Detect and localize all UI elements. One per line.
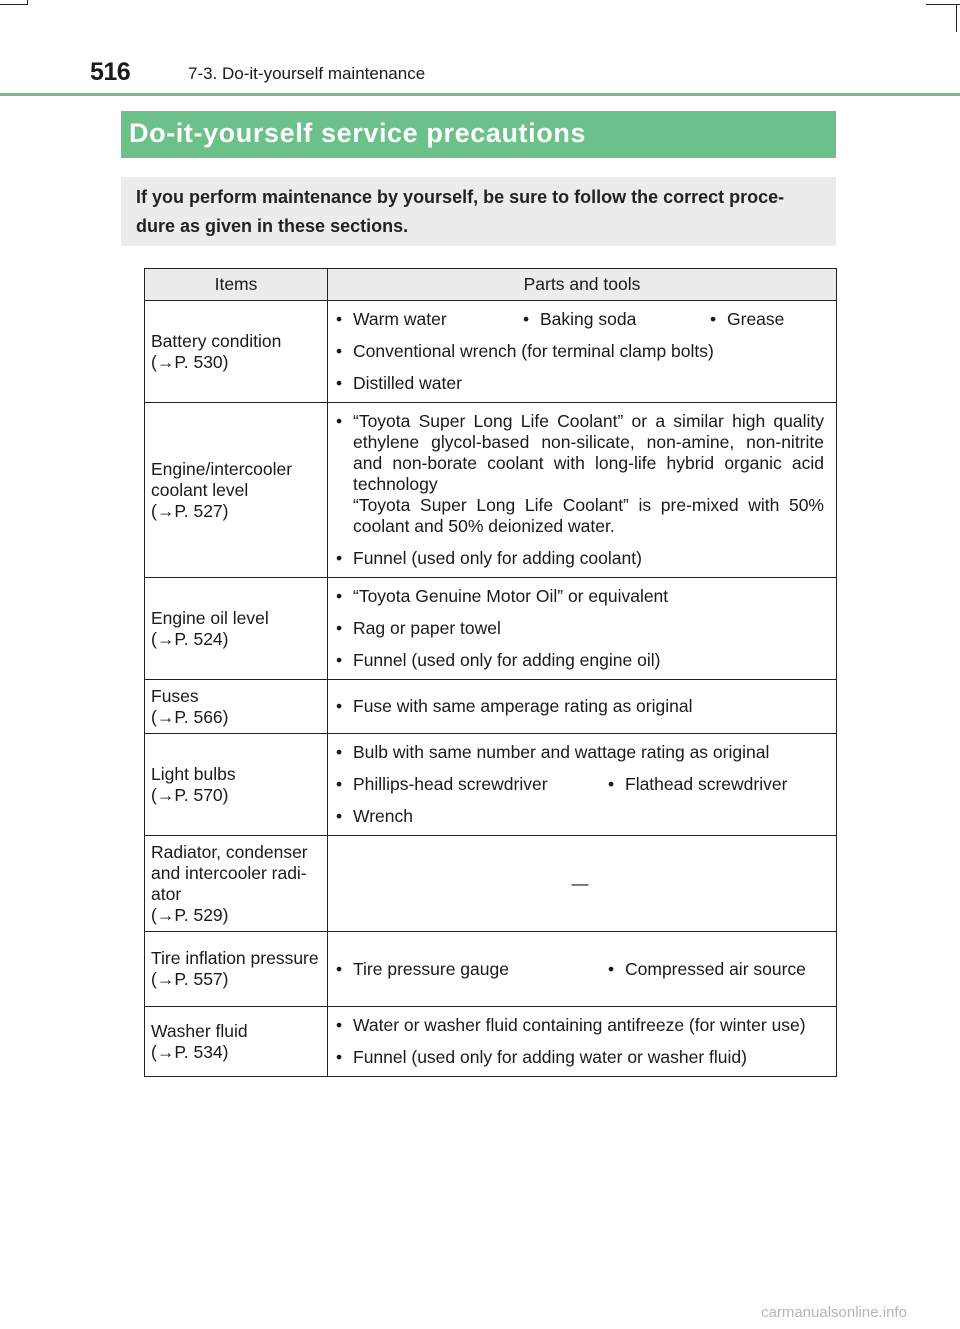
crop-mark bbox=[956, 4, 957, 32]
table-row bbox=[145, 734, 837, 836]
parts-cell bbox=[328, 932, 837, 1007]
page-reference[interactable]: (→P. 566) bbox=[151, 706, 229, 727]
list-item: • Compressed air source bbox=[608, 959, 806, 980]
item-cell bbox=[145, 1007, 328, 1077]
header-items: Items bbox=[145, 269, 328, 301]
list-item: • Bulb with same number and wattage rating as original bbox=[336, 742, 824, 763]
parts-cell bbox=[328, 1007, 837, 1077]
table-row bbox=[145, 680, 837, 734]
page-reference[interactable]: (→P. 527) bbox=[151, 500, 229, 521]
table-row bbox=[145, 301, 837, 403]
parts-cell bbox=[328, 301, 837, 403]
header-parts: Parts and tools bbox=[328, 269, 837, 301]
page-number: 516 bbox=[90, 58, 131, 86]
page-reference[interactable]: (→P. 529) bbox=[151, 904, 229, 925]
table-row bbox=[145, 1007, 837, 1077]
list-item: • “Toyota Genuine Motor Oil” or equivalent bbox=[336, 586, 824, 607]
item-cell bbox=[145, 578, 328, 680]
page-reference[interactable]: (→P. 570) bbox=[151, 784, 229, 805]
table-header-row bbox=[145, 269, 837, 301]
item-label: Engine oil level bbox=[151, 607, 269, 628]
page-reference[interactable]: (→P. 530) bbox=[151, 351, 229, 372]
table-row bbox=[145, 403, 837, 578]
item-label: Washer fluid bbox=[151, 1020, 248, 1041]
list-item: • Water or washer fluid containing antifreeze (for winter use) bbox=[336, 1015, 824, 1036]
item-cell bbox=[145, 680, 328, 734]
list-item-note: “Toyota Super Long Life Coolant” is pre-mixed with 50% coolant and 50% deionized water. bbox=[353, 495, 824, 536]
list-item: • Fuse with same amperage rating as original bbox=[336, 696, 824, 717]
parts-cell bbox=[328, 836, 837, 932]
item-label: Light bulbs bbox=[151, 763, 236, 784]
list-item: • Conventional wrench (for terminal clamp bolts) bbox=[336, 341, 824, 362]
item-label: Battery condition bbox=[151, 330, 282, 351]
list-item: • Flathead screwdriver bbox=[608, 774, 787, 795]
list-item: • Phillips-head screwdriver bbox=[336, 774, 608, 795]
intro-text: If you perform maintenance by yourself, be sure to follow the correct proce- dure as given in these sections. bbox=[121, 177, 836, 246]
crop-mark bbox=[27, 0, 28, 5]
item-cell bbox=[145, 403, 328, 578]
item-cell bbox=[145, 734, 328, 836]
parts-cell bbox=[328, 680, 837, 734]
item-label: Engine/intercooler coolant level bbox=[151, 458, 293, 500]
page-reference[interactable]: (→P. 524) bbox=[151, 628, 229, 649]
item-label: Tire inflation pressure bbox=[151, 948, 319, 968]
list-item bbox=[336, 411, 824, 537]
page-header bbox=[0, 52, 960, 96]
list-item: • Wrench bbox=[336, 806, 824, 827]
item-cell bbox=[145, 932, 328, 1007]
page-reference[interactable]: (→P. 557) bbox=[151, 969, 229, 989]
list-item: • Baking soda bbox=[523, 309, 710, 330]
list-item: • Warm water bbox=[336, 309, 523, 330]
parts-cell bbox=[328, 734, 837, 836]
crop-mark bbox=[926, 4, 960, 5]
crop-mark bbox=[0, 4, 28, 5]
section-title: 7-3. Do-it-yourself maintenance bbox=[188, 64, 426, 83]
list-item: • Funnel (used only for adding water or washer fluid) bbox=[336, 1047, 824, 1068]
item-cell bbox=[145, 301, 328, 403]
item-label: Fuses bbox=[151, 685, 199, 706]
item-label: Radiator, condenser and intercooler radi- ator bbox=[151, 841, 308, 904]
table-row bbox=[145, 578, 837, 680]
item-cell bbox=[145, 836, 328, 932]
banner-title: Do-it-yourself service precautions bbox=[121, 111, 836, 158]
list-item: • Grease bbox=[710, 309, 784, 330]
page-reference[interactable]: (→P. 534) bbox=[151, 1041, 229, 1062]
maintenance-table bbox=[144, 268, 837, 1077]
table-row bbox=[145, 932, 837, 1007]
list-item-text: • “Toyota Super Long Life Coolant” or a similar high quality ethylene glycol-based non-silicate, non-amine, non-nitrite and non-borate coolant with long-life hybrid organic acid technology bbox=[353, 411, 824, 494]
parts-cell bbox=[328, 403, 837, 578]
list-item: • Funnel (used only for adding coolant) bbox=[336, 548, 824, 569]
table-row bbox=[145, 836, 837, 932]
parts-cell bbox=[328, 578, 837, 680]
list-item: • Distilled water bbox=[336, 373, 824, 394]
list-item: • Tire pressure gauge bbox=[336, 959, 608, 980]
list-item: • Rag or paper towel bbox=[336, 618, 824, 639]
list-item: • Funnel (used only for adding engine oil) bbox=[336, 650, 824, 671]
header-rule bbox=[0, 93, 960, 96]
watermark-footer: carmanualsonline.info bbox=[761, 1304, 907, 1321]
empty-dash: — bbox=[571, 874, 589, 893]
